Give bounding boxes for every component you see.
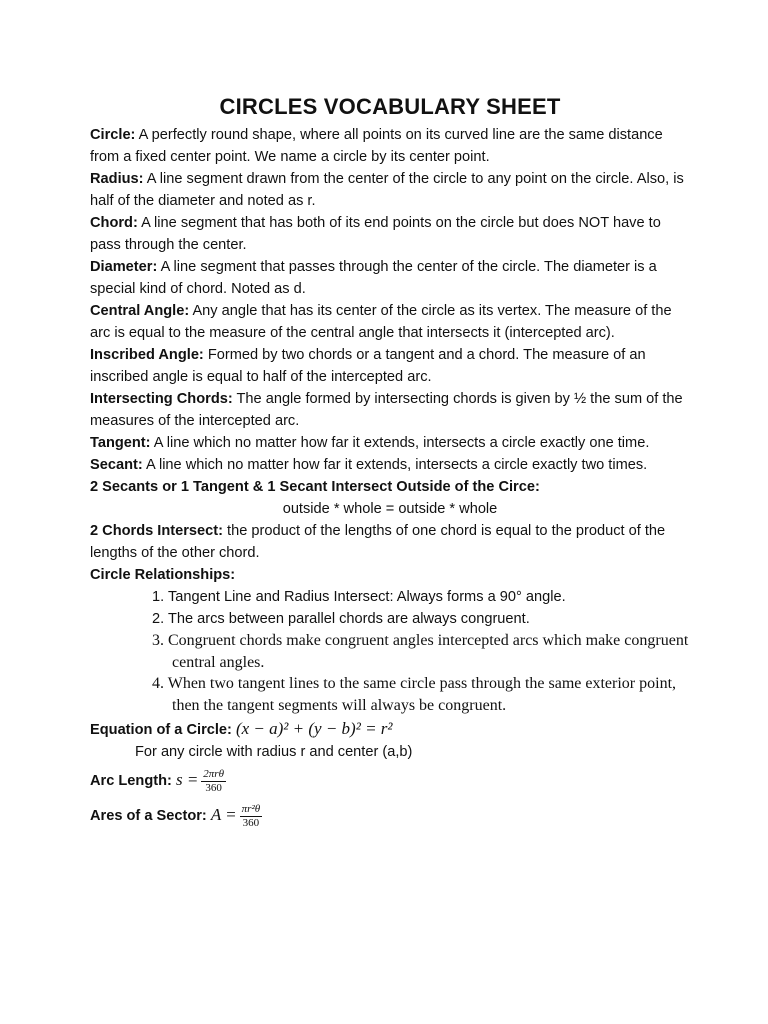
term-definition: A perfectly round shape, where all points on its curved line are the same distance from a fixed center point. We name a circle by its center point.: [90, 127, 663, 165]
page-title: CIRCLES VOCABULARY SHEET: [219, 94, 561, 119]
arc-length-row: [90, 763, 690, 798]
term-definition: The angle formed by intersecting chords is given by ½ the sum of the measures of the intercepted arc.: [90, 391, 683, 429]
sector-fraction: [240, 803, 263, 830]
term-chord: [90, 212, 690, 256]
relationship-item: 3. Congruent chords make congruent angles intercepted arcs which make congruent central angles.: [152, 632, 689, 671]
term-label: Tangent:: [90, 435, 151, 451]
relationship-item: 1. Tangent Line and Radius Intersect: Always forms a 90° angle.: [152, 589, 566, 605]
sector-lhs: A =: [210, 805, 237, 824]
term-label: Intersecting Chords:: [90, 391, 233, 407]
fraction-denominator: 360: [205, 781, 222, 794]
equation-note: For any circle with radius r and center (a,b): [135, 744, 413, 760]
sector-label: Ares of a Sector:: [90, 808, 207, 824]
term-diameter: [90, 256, 690, 300]
term-chords-intersect: [90, 520, 690, 564]
term-definition: A line which no matter how far it extends, intersects a circle exactly two times.: [142, 457, 648, 473]
arc-length-label: Arc Length:: [90, 773, 172, 789]
relationships-heading-text: Circle Relationships:: [90, 567, 236, 583]
term-definition: A line segment that passes through the center of the circle. The diameter is a special kind of chord. Noted as d.: [90, 259, 657, 297]
fraction-denominator: 360: [242, 816, 260, 829]
term-definition: A line segment that has both of its end points on the circle but does NOT have to pass through the center.: [90, 215, 661, 253]
term-definition: A line which no matter how far it extends, intersects a circle exactly one time.: [150, 435, 650, 451]
term-label: Radius:: [90, 171, 144, 187]
term-inscribed-angle: [90, 344, 690, 388]
term-definition: A line segment drawn from the center of the circle to any point on the circle. Also, is half of the diameter and noted as r.: [90, 171, 684, 209]
relationship-item: 2. The arcs between parallel chords are always congruent.: [152, 611, 530, 627]
fraction-numerator: 2πrθ: [203, 767, 224, 780]
term-central-angle: [90, 300, 690, 344]
term-label: Secant:: [90, 457, 143, 473]
document-page: [90, 94, 690, 833]
relationship-item: 4. When two tangent lines to the same circle pass through the same exterior point, then the tangent segments will always be congruent.: [152, 675, 677, 714]
equation-label: Equation of a Circle:: [90, 722, 232, 738]
term-definition: Any angle that has its center of the circle as its vertex. The measure of the arc is equal to the measure of the central angle that intersects it (intercepted arc).: [90, 303, 672, 341]
fraction-numerator: πr²θ: [241, 802, 261, 815]
term-intersecting-chords: [90, 388, 690, 432]
secants-heading: [90, 476, 690, 498]
sector-row: [90, 798, 690, 833]
arc-length-fraction: [201, 768, 226, 795]
arc-length-lhs: s =: [175, 770, 199, 789]
term-label: Central Angle:: [90, 303, 190, 319]
term-radius: [90, 168, 690, 212]
term-circle: [90, 124, 690, 168]
term-label: 2 Chords Intersect:: [90, 523, 223, 539]
term-label: Diameter:: [90, 259, 158, 275]
term-secant: [90, 454, 690, 476]
equation-row: [90, 718, 690, 741]
term-label: Chord:: [90, 215, 138, 231]
term-tangent: [90, 432, 690, 454]
term-label: Inscribed Angle:: [90, 347, 204, 363]
relationships-heading: [90, 564, 690, 586]
equation-formula: (x − a)² + (y − b)² = r²: [235, 719, 393, 738]
term-label: Circle:: [90, 127, 136, 143]
secants-formula: outside * whole = outside * whole: [282, 501, 498, 517]
relationships-list: [90, 586, 690, 716]
secants-heading-text: 2 Secants or 1 Tangent & 1 Secant Intersect Outside of the Circe:: [90, 479, 540, 495]
term-definition: the product of the lengths of one chord is equal to the product of the lengths of the other chord.: [90, 523, 666, 561]
term-definition: Formed by two chords or a tangent and a chord. The measure of an inscribed angle is equal to half of the intercepted arc.: [90, 347, 646, 385]
